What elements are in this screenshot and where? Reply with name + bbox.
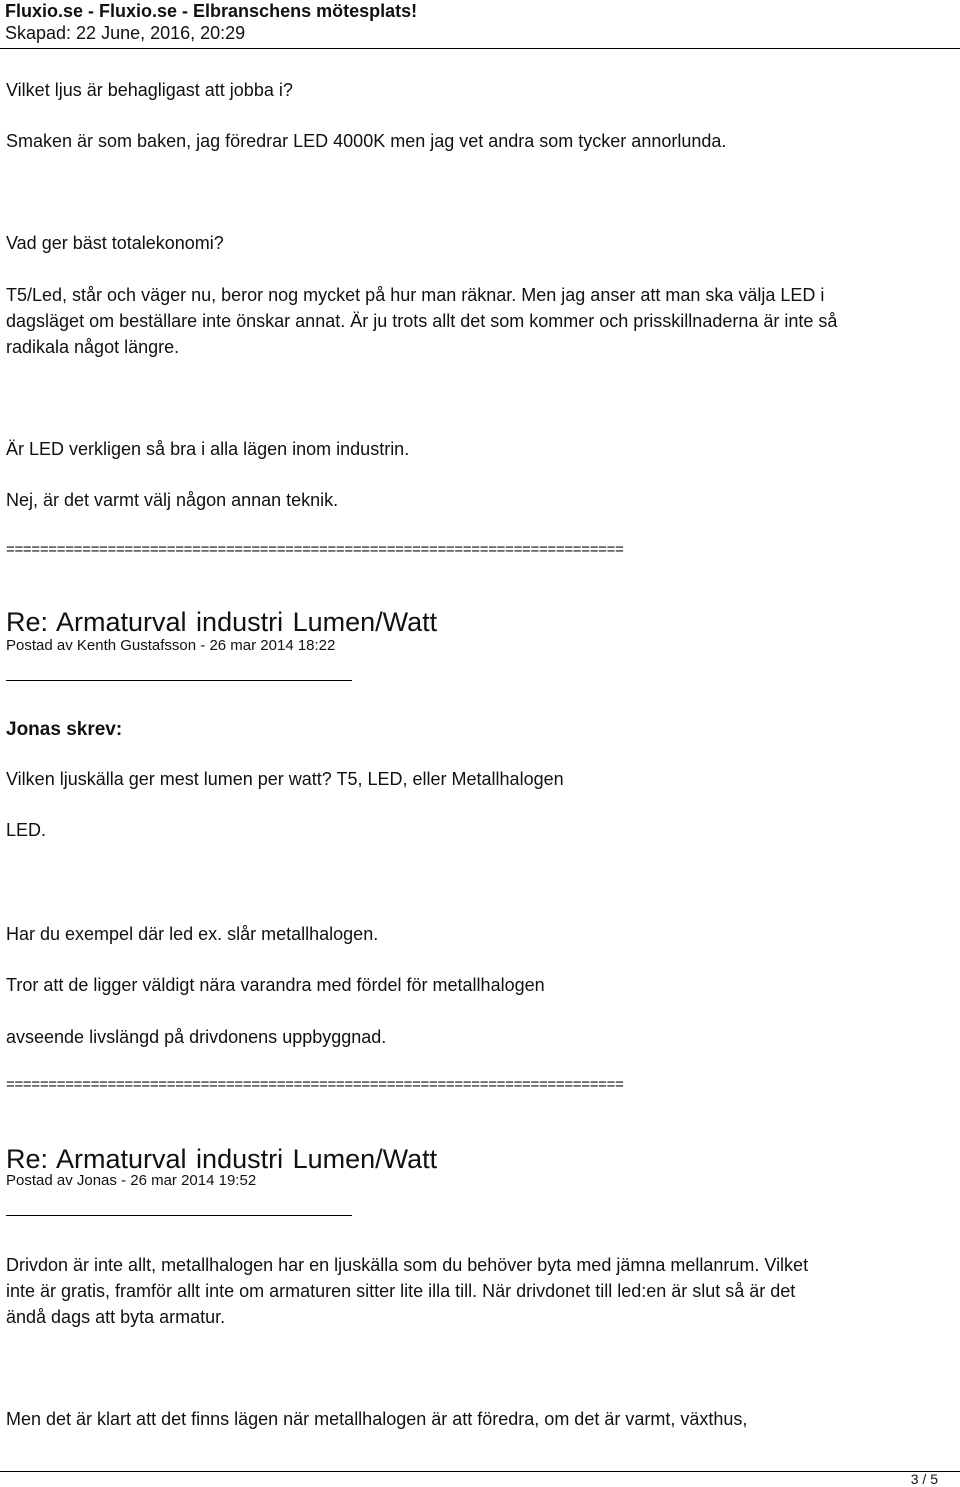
quote-text: Vilken ljuskälla ger mest lumen per watt? T5, LED, eller Metallhalogen (6, 769, 564, 789)
intro-answer-economy-line-2: dagsläget om beställare inte önskar annat. Är ju trots allt det som kommer och prisskillnaderna är inte så (6, 311, 838, 331)
intro-question-economy: Vad ger bäst totalekonomi? (6, 233, 224, 253)
intro-answer-economy-line-3: radikala något längre. (6, 337, 180, 357)
post-paragraph: avseende livslängd på drivdonens uppbyggnad. (6, 1027, 387, 1047)
intro-answer-light: Smaken är som baken, jag föredrar LED 4000K men jag vet andra som tycker annorlunda. (6, 131, 727, 151)
post-divider (6, 680, 352, 681)
site-title: Fluxio.se - Fluxio.se - Elbranschens mötesplats! (5, 1, 418, 21)
post-paragraph: Men det är klart att det finns lägen när metallhalogen är att föredra, om det är varmt, växthus, (6, 1409, 748, 1429)
post-separator: ========================================================================= (6, 1076, 624, 1093)
footer-divider (0, 1471, 960, 1472)
post-paragraph: Har du exempel där led ex. slår metallhalogen. (6, 924, 379, 944)
post-body-line-2: inte är gratis, framför allt inte om armaturen sitter lite illa till. När drivdonet till led:en är slut så är det (6, 1281, 796, 1301)
post-separator: ========================================================================= (6, 541, 624, 558)
intro-answer-economy-line-1: T5/Led, står och väger nu, beror nog mycket på hur man räknar. Men jag anser att man ska välja LED i (6, 285, 825, 305)
post-body-line-1: Drivdon är inte allt, metallhalogen har en ljuskälla som du behöver byta med jämna mellanrum. Vilket (6, 1255, 809, 1275)
post-paragraph: Tror att de ligger väldigt nära varandra med fördel för metallhalogen (6, 975, 545, 995)
intro-question-industry: Är LED verkligen så bra i alla lägen inom industrin. (6, 439, 410, 459)
post-title: Re: Armaturval industri Lumen/Watt (6, 607, 438, 637)
post-divider (6, 1215, 352, 1216)
page-number: 3 / 5 (910, 1471, 938, 1487)
post-meta: Postad av Kenth Gustafsson - 26 mar 2014 18:22 (6, 637, 336, 654)
post-meta: Postad av Jonas - 26 mar 2014 19:52 (6, 1172, 257, 1189)
created-date: Skapad: 22 June, 2016, 20:29 (5, 23, 246, 43)
page-header (0, 0, 960, 49)
intro-question-light: Vilket ljus är behagligast att jobba i? (6, 80, 293, 100)
reply-text: LED. (6, 820, 47, 840)
quote-author: Jonas skrev: (6, 719, 123, 740)
post-title: Re: Armaturval industri Lumen/Watt (6, 1144, 438, 1174)
intro-answer-industry: Nej, är det varmt välj någon annan teknik. (6, 490, 339, 510)
post-body-line-3: ändå dags att byta armatur. (6, 1307, 226, 1327)
